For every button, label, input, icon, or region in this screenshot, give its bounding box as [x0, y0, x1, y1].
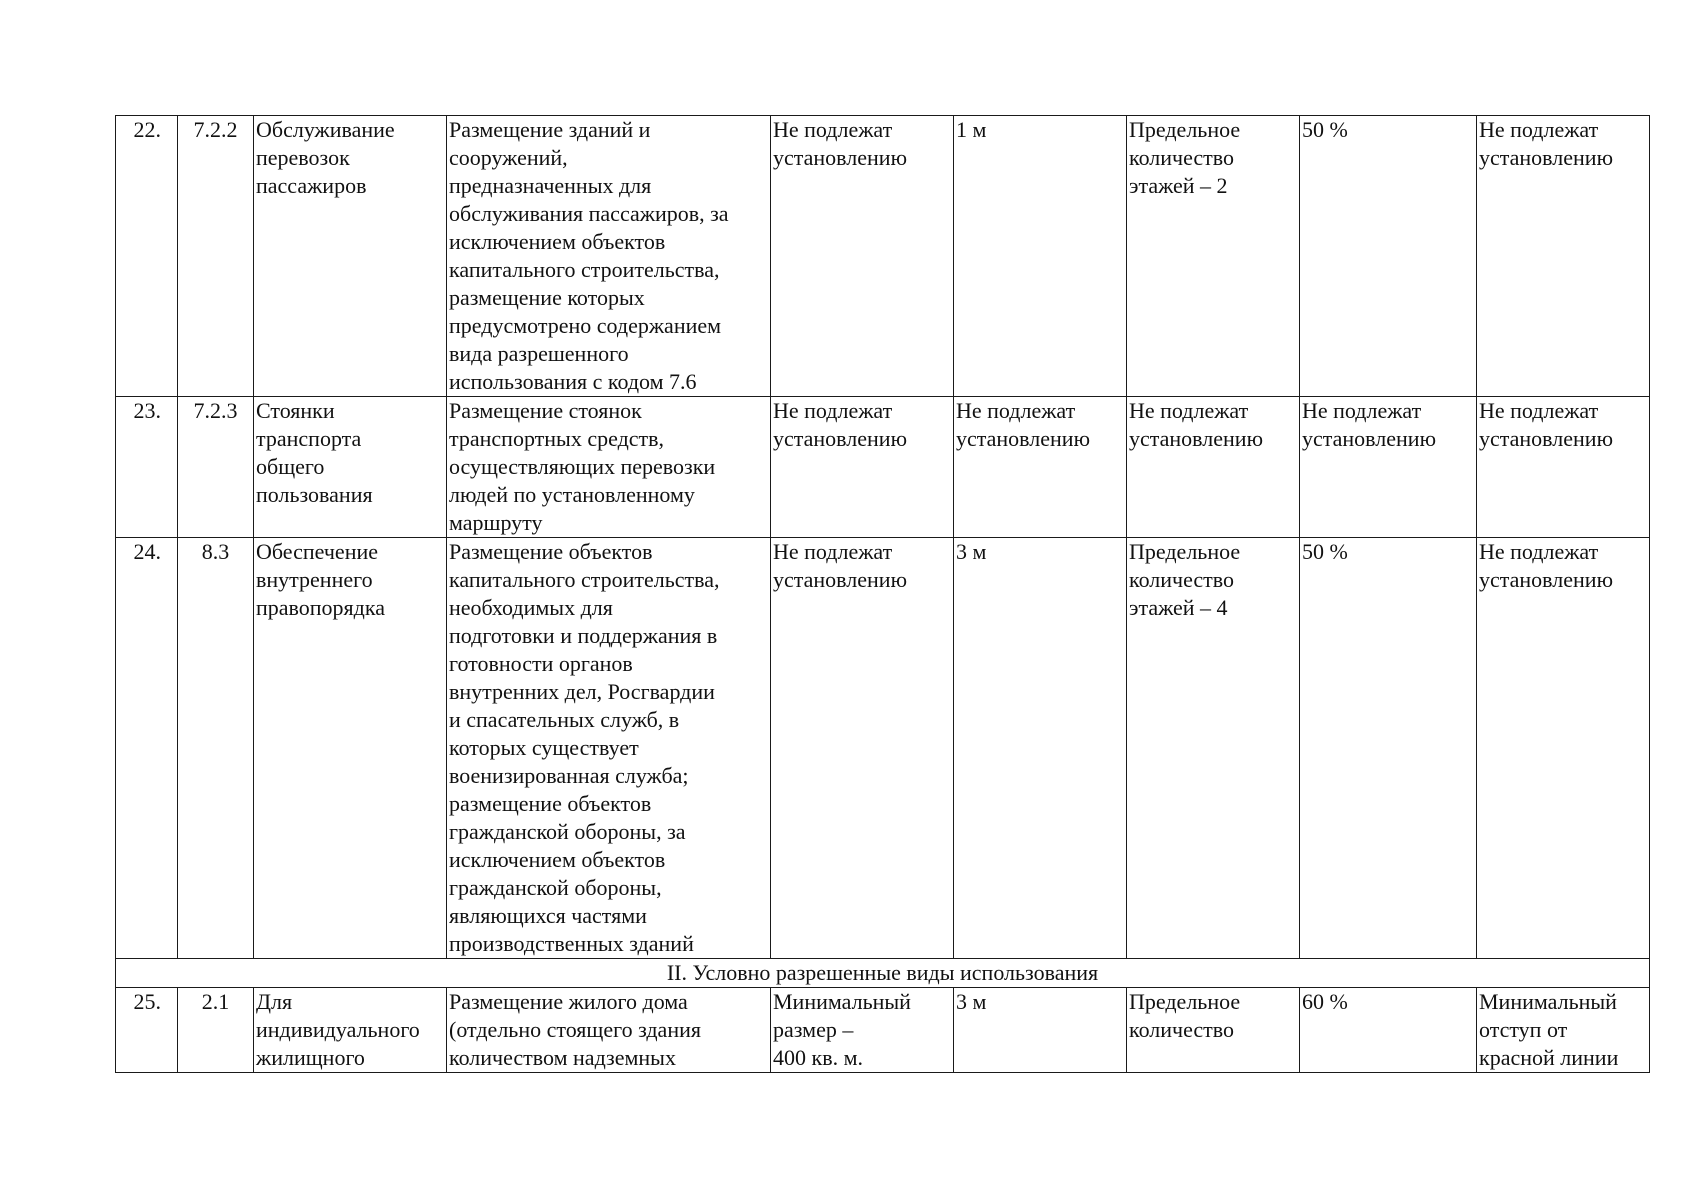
setback-cell: 3 м	[954, 988, 1127, 1073]
plot-size-cell: Не подлежат установлению	[771, 397, 954, 538]
row-number: 24.	[116, 538, 178, 959]
use-description: Размещение стоянок транспортных средств, осуществляющих перевозки людей по установленному маршруту	[447, 397, 771, 538]
use-description: Размещение жилого дома (отдельно стоящего здания количеством надземных	[447, 988, 771, 1073]
other-params-cell: Не подлежат установлению	[1477, 116, 1650, 397]
other-params-cell: Минимальный отступ от красной линии	[1477, 988, 1650, 1073]
use-description: Размещение зданий и сооружений, предназначенных для обслуживания пассажиров, за исключением объектов капитального строительства, размещение которых предусмотрено содержанием вида разрешенного использования с кодом 7.6	[447, 116, 771, 397]
use-code: 2.1	[178, 988, 254, 1073]
setback-cell: Не подлежат установлению	[954, 397, 1127, 538]
coverage-cell: 50 %	[1300, 538, 1477, 959]
other-params-cell: Не подлежат установлению	[1477, 538, 1650, 959]
use-name: Для индивидуального жилищного	[254, 988, 447, 1073]
use-name: Обслуживание перевозок пассажиров	[254, 116, 447, 397]
plot-size-cell: Не подлежат установлению	[771, 538, 954, 959]
table-row	[116, 397, 1650, 538]
floors-cell: Предельное количество	[1127, 988, 1300, 1073]
use-description: Размещение объектов капитального строительства, необходимых для подготовки и поддержания в готовности органов внутренних дел, Росгвардии и спасательных служб, в которых существует военизированная служба; размещение объектов гражданской обороны, за исключением объектов гражданской обороны, являющихся частями производственных зданий	[447, 538, 771, 959]
coverage-cell: 50 %	[1300, 116, 1477, 397]
floors-cell: Не подлежат установлению	[1127, 397, 1300, 538]
use-code: 8.3	[178, 538, 254, 959]
coverage-cell: 60 %	[1300, 988, 1477, 1073]
row-number: 22.	[116, 116, 178, 397]
use-code: 7.2.2	[178, 116, 254, 397]
plot-size-cell: Не подлежат установлению	[771, 116, 954, 397]
coverage-cell: Не подлежат установлению	[1300, 397, 1477, 538]
row-number: 23.	[116, 397, 178, 538]
row-number: 25.	[116, 988, 178, 1073]
use-name: Стоянки транспорта общего пользования	[254, 397, 447, 538]
table-row	[116, 988, 1650, 1073]
floors-cell: Предельное количество этажей – 2	[1127, 116, 1300, 397]
setback-cell: 1 м	[954, 116, 1127, 397]
plot-size-cell: Минимальный размер – 400 кв. м.	[771, 988, 954, 1073]
other-params-cell: Не подлежат установлению	[1477, 397, 1650, 538]
floors-cell: Предельное количество этажей – 4	[1127, 538, 1300, 959]
regulations-table	[115, 115, 1650, 1073]
table-row	[116, 538, 1650, 959]
section-heading-row	[116, 959, 1650, 988]
table-row	[116, 116, 1650, 397]
section-heading: II. Условно разрешенные виды использования	[116, 959, 1650, 988]
use-name: Обеспечение внутреннего правопорядка	[254, 538, 447, 959]
setback-cell: 3 м	[954, 538, 1127, 959]
use-code: 7.2.3	[178, 397, 254, 538]
